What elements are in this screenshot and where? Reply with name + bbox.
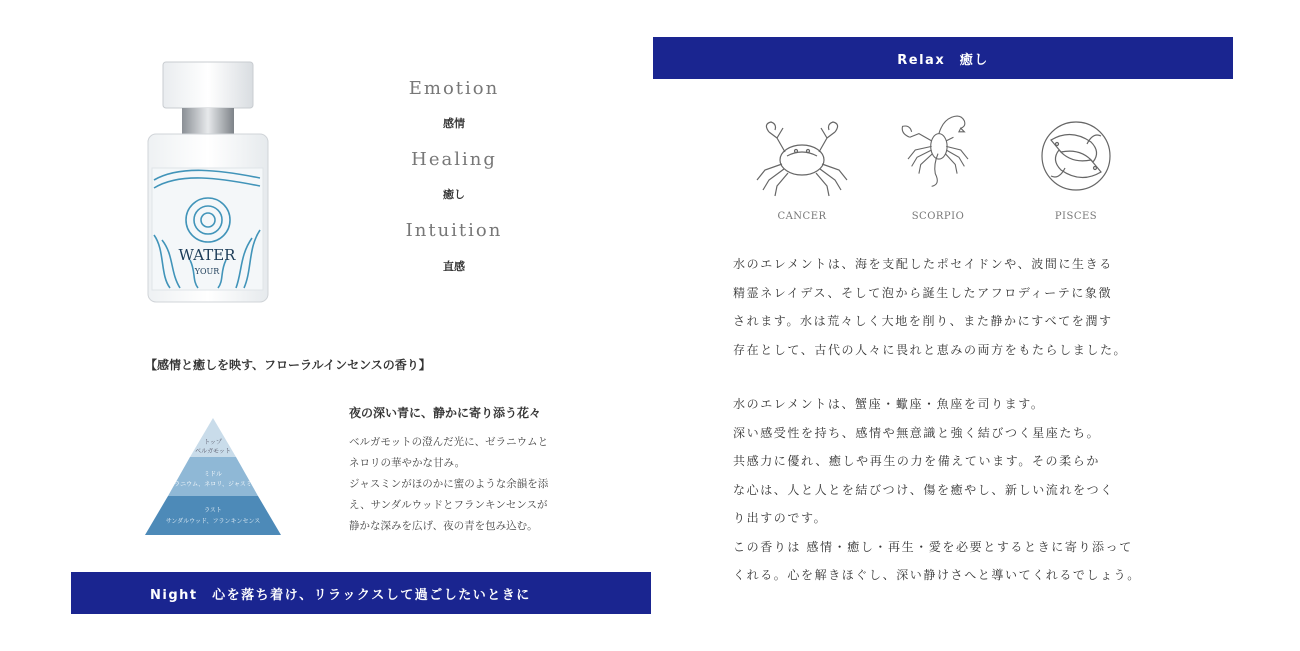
paragraph-line: 水のエレメントは、蟹座・蠍座・魚座を司ります。 bbox=[733, 397, 1045, 411]
pyramid-last-tier bbox=[145, 496, 281, 535]
note-line: ジャスミンがほのかに蜜のような余韻を添 bbox=[349, 478, 549, 490]
paragraph-line: 精霊ネレイデス、そして泡から誕生したアフロディーテに象徴 bbox=[733, 285, 1113, 300]
zodiac-label-cancer: CANCER bbox=[777, 211, 827, 222]
scorpion-icon bbox=[883, 110, 993, 190]
keyword-emotion-ja: 感情 bbox=[443, 117, 465, 130]
note-line: ネロリの華やかな甘み。 bbox=[349, 457, 466, 469]
zodiac-label-scorpio: SCORPIO bbox=[911, 211, 965, 222]
paragraph-line: な心は、人と人とを結びつけ、傷を癒やし、新しい流れをつく bbox=[733, 482, 1114, 497]
note-line: え、サンダルウッドとフランキンセンスが bbox=[349, 499, 548, 511]
pyramid-last-name: ラスト bbox=[204, 507, 222, 514]
fragrance-tagline: 【感情と癒しを映す、フローラルインセンスの香り】 bbox=[145, 358, 431, 372]
note-title: 夜の深い青に、静かに寄り添う花々 bbox=[349, 406, 542, 420]
paragraph-line: されます。水は荒々しく大地を削り、また静かにすべてを潤す bbox=[733, 314, 1113, 328]
perfume-bottle-image bbox=[140, 60, 275, 305]
paragraph-line: 共感力に優れ、癒しや再生の力を備えています。その柔らか bbox=[733, 454, 1100, 468]
pyramid-last-notes: サンダルウッド、フランキンセンス bbox=[165, 518, 261, 525]
keyword-healing-en: Healing bbox=[411, 149, 497, 170]
paragraph-line: この香りは 感情・癒し・再生・愛を必要とするときに寄り添って bbox=[733, 539, 1133, 554]
keyword-intuition-ja: 直感 bbox=[443, 260, 465, 273]
paragraph-line: くれる。心を解きほぐし、深い静けさへと導いてくれるでしょう。 bbox=[733, 568, 1141, 582]
paragraph-line: 存在として、古代の人々に畏れと恵みの両方をもたらしました。 bbox=[733, 342, 1128, 357]
paragraph-line: り出すのです。 bbox=[733, 511, 828, 525]
relax-banner: Relax 癒し bbox=[653, 37, 1233, 79]
element-paragraph-2 bbox=[733, 390, 1173, 590]
bottle-label-sub: YOUR bbox=[194, 267, 220, 276]
night-banner: Night 心を落ち着け、リラックスして過ごしたいときに bbox=[71, 572, 651, 614]
zodiac-label-pisces: PISCES bbox=[1054, 211, 1098, 222]
note-line: 静かな深みを広げ、夜の青を包み込む。 bbox=[349, 520, 538, 532]
note-description bbox=[349, 432, 589, 537]
paragraph-line: 水のエレメントは、海を支配したポセイドンや、波間に生きる bbox=[733, 257, 1113, 271]
crab-icon bbox=[747, 118, 857, 198]
keyword-healing-ja: 癒し bbox=[443, 188, 465, 201]
element-paragraph-1 bbox=[733, 250, 1173, 364]
paragraph-line: 深い感受性を持ち、感情や無意識と強く結びつく星座たち。 bbox=[733, 425, 1101, 440]
pyramid-top-name: トップ bbox=[204, 439, 222, 446]
keyword-emotion-en: Emotion bbox=[408, 78, 500, 99]
fish-icon bbox=[1021, 118, 1131, 198]
pyramid-middle-name: ミドル bbox=[203, 471, 223, 478]
note-line: ベルガモットの澄んだ光に、ゼラニウムと bbox=[349, 436, 549, 448]
pyramid-top-notes: ベルガモット bbox=[195, 448, 231, 455]
bottle-label-main: WATER bbox=[178, 246, 236, 264]
keyword-intuition-en: Intuition bbox=[405, 220, 503, 241]
pyramid-middle-notes: ゼラニウム、ネロリ、ジャスミン bbox=[168, 481, 258, 488]
fragrance-pyramid bbox=[145, 418, 281, 535]
